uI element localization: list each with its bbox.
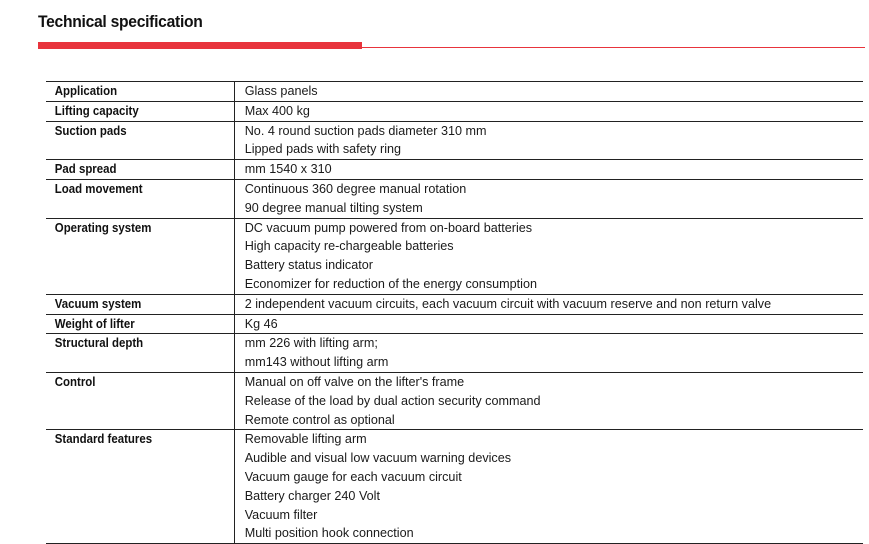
spec-value-cell bbox=[234, 179, 863, 218]
spec-value-line: Audible and visual low vacuum warning devices bbox=[244, 450, 511, 466]
spec-row bbox=[46, 82, 863, 102]
spec-row bbox=[46, 160, 863, 180]
spec-value-cell bbox=[234, 121, 863, 160]
spec-label: Application bbox=[54, 83, 118, 98]
spec-value-cell bbox=[234, 160, 863, 180]
spec-label-cell bbox=[46, 314, 234, 334]
spec-value-line: Manual on off valve on the lifter's frame bbox=[244, 373, 464, 389]
spec-label: Suction pads bbox=[54, 122, 127, 138]
spec-label: Operating system bbox=[54, 219, 152, 235]
spec-value-cell bbox=[234, 314, 863, 334]
spec-value-line: 90 degree manual tilting system bbox=[244, 199, 423, 215]
spec-label: Lifting capacity bbox=[54, 102, 139, 118]
spec-label: Weight of lifter bbox=[54, 315, 135, 331]
spec-row bbox=[46, 372, 863, 429]
spec-value-cell bbox=[234, 334, 863, 373]
spec-label-cell bbox=[46, 372, 234, 429]
title-underline-rule bbox=[362, 47, 865, 48]
spec-value-cell bbox=[234, 82, 863, 102]
spec-value-line: Vacuum filter bbox=[244, 506, 317, 522]
spec-value-line: 2 independent vacuum circuits, each vacuum circuit with vacuum reserve and non return valve bbox=[244, 295, 771, 311]
spec-label-cell bbox=[46, 160, 234, 180]
spec-label-cell bbox=[46, 101, 234, 121]
spec-value-line: Max 400 kg bbox=[244, 102, 310, 118]
spec-table-body bbox=[46, 82, 863, 544]
spec-label: Load movement bbox=[54, 180, 143, 196]
spec-label: Standard features bbox=[54, 431, 153, 447]
spec-value-cell bbox=[234, 218, 863, 294]
spec-value-line: Remote control as optional bbox=[244, 411, 395, 427]
spec-label-cell bbox=[46, 121, 234, 160]
spec-label: Pad spread bbox=[54, 161, 117, 177]
spec-value-cell bbox=[234, 430, 863, 544]
spec-value-line: No. 4 round suction pads diameter 310 mm bbox=[244, 122, 487, 138]
spec-value-line: Economizer for reduction of the energy consumption bbox=[244, 275, 537, 291]
spec-label: Control bbox=[54, 373, 96, 389]
spec-label-cell bbox=[46, 334, 234, 373]
spec-label-cell bbox=[46, 218, 234, 294]
spec-row bbox=[46, 314, 863, 334]
spec-value-line: mm 226 with lifting arm; bbox=[244, 335, 378, 351]
spec-row bbox=[46, 218, 863, 294]
spec-label-cell bbox=[46, 82, 234, 102]
spec-value-line: Multi position hook connection bbox=[244, 525, 414, 541]
spec-value-line: mm 1540 x 310 bbox=[244, 161, 332, 177]
spec-label-cell bbox=[46, 294, 234, 314]
spec-value-line: Battery status indicator bbox=[244, 257, 373, 273]
spec-row bbox=[46, 334, 863, 373]
spec-value-line: Glass panels bbox=[244, 83, 318, 98]
spec-row bbox=[46, 121, 863, 160]
spec-value-line: DC vacuum pump powered from on-board batteries bbox=[244, 219, 532, 235]
spec-value-cell bbox=[234, 372, 863, 429]
spec-table bbox=[46, 81, 863, 544]
spec-label-cell bbox=[46, 179, 234, 218]
spec-row bbox=[46, 101, 863, 121]
title-underline-accent bbox=[38, 42, 362, 49]
spec-value-line: Kg 46 bbox=[244, 315, 278, 331]
spec-value-line: Continuous 360 degree manual rotation bbox=[244, 180, 466, 196]
spec-row bbox=[46, 179, 863, 218]
spec-value-cell bbox=[234, 294, 863, 314]
spec-value-line: mm143 without lifting arm bbox=[244, 354, 388, 370]
spec-value-line: Removable lifting arm bbox=[244, 431, 367, 447]
spec-value-line: Lipped pads with safety ring bbox=[244, 141, 401, 157]
spec-value-line: Vacuum gauge for each vacuum circuit bbox=[244, 468, 462, 484]
spec-value-line: Release of the load by dual action security command bbox=[244, 392, 541, 408]
page-title: Technical specification bbox=[38, 12, 203, 31]
spec-value-line: High capacity re-chargeable batteries bbox=[244, 238, 454, 254]
spec-row bbox=[46, 294, 863, 314]
spec-label: Structural depth bbox=[54, 335, 144, 351]
spec-label: Vacuum system bbox=[54, 295, 142, 311]
spec-value-line: Battery charger 240 Volt bbox=[244, 487, 380, 503]
spec-value-cell bbox=[234, 101, 863, 121]
spec-row bbox=[46, 430, 863, 544]
spec-label-cell bbox=[46, 430, 234, 544]
